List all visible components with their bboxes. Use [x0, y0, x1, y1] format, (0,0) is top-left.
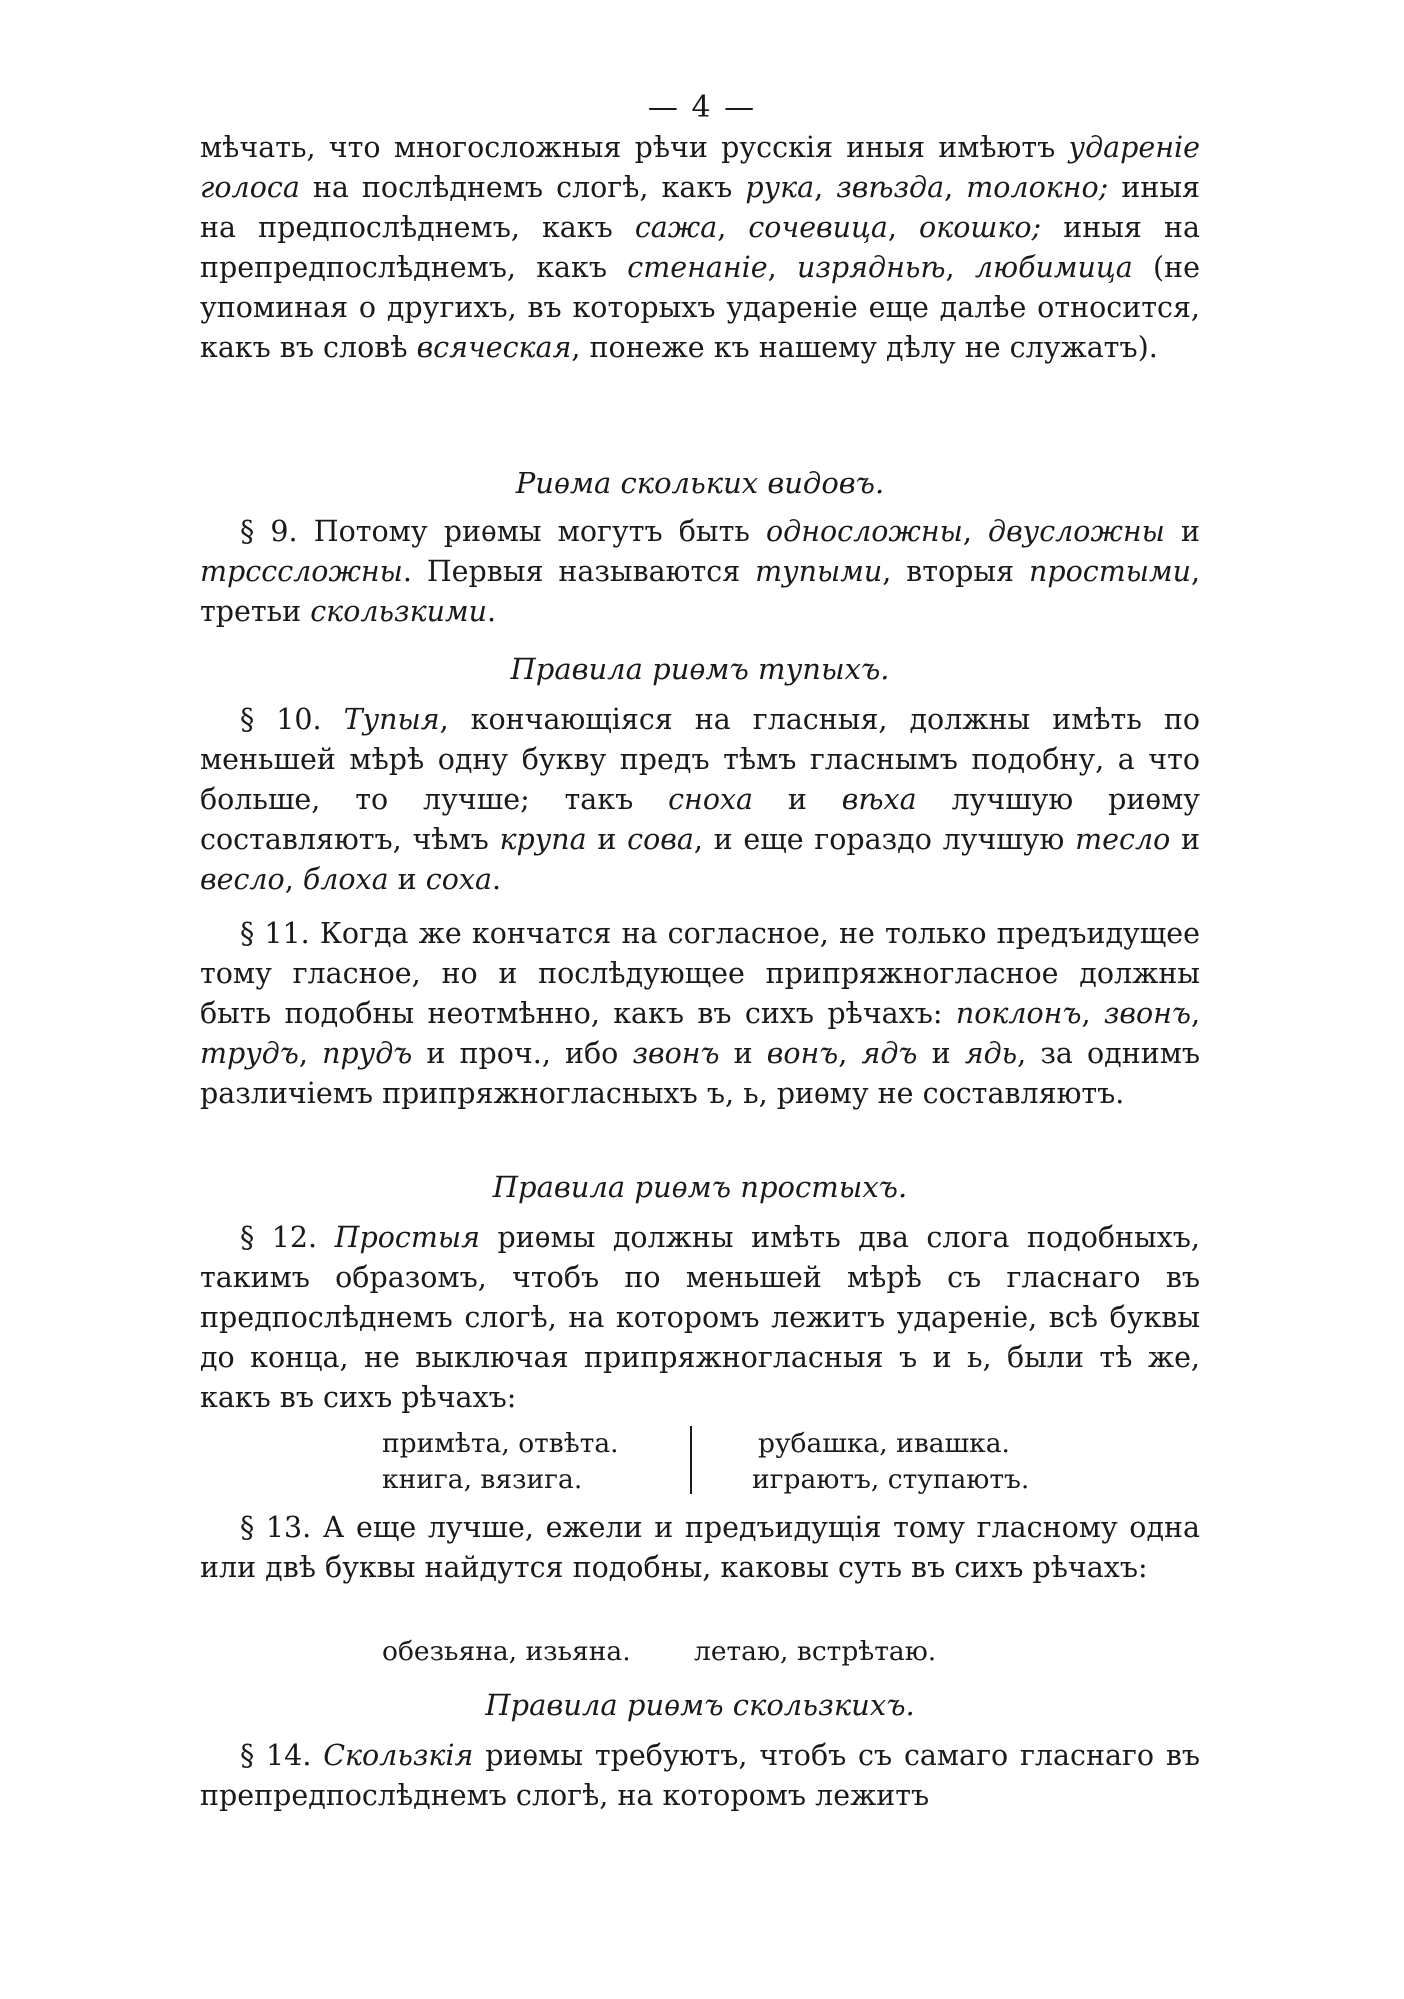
example-right-2: играютъ, ступаютъ. [752, 1464, 1030, 1495]
section-heading-simple: Правила риѳмъ простыхъ. [492, 1170, 908, 1204]
examples-12 [0, 1426, 1404, 1506]
intro-italic-4: толокно; [966, 171, 1109, 204]
paragraph-12: § 12. Простыя риѳмы должны имѣть два слога подобныхъ, такимъ образомъ, чтобъ по меньшей мѣрѣ съ гласнаго въ предпослѣднемъ слогѣ, на которомъ лежитъ удареніе, всѣ буквы до конца, не выключая припряжногласныя ъ и ь, были тѣ же, какъ въ сихъ рѣчахъ: [200, 1221, 1200, 1414]
intro-italic-8: стенаніе [627, 251, 768, 284]
intro-paragraph: мѣчать, что многосложныя рѣчи русскія иныя имѣютъ удареніе голоса на послѣднемъ слогѣ, какъ рука, звѣзда, толокно; иныя на предпослѣднемъ, какъ сажа, сочевица, окошко; иныя на препредпослѣднемъ, какъ стенаніе, изрядньѣ, любимица (не упоминая о другихъ, въ которыхъ удареніе еще далѣе относится, какъ въ словѣ всяческая, понеже къ нашему дѣлу не служатъ). [200, 131, 1201, 364]
page-number: — 4 — [647, 90, 757, 125]
example-left-1: примѣта, отвѣта. [382, 1428, 619, 1459]
intro-text-3: иныя на предпослѣднемъ, какъ [200, 171, 1200, 244]
intro-text-1: мѣчать, что многосложныя рѣчи русскія иныя имѣютъ [200, 131, 1069, 164]
intro-italic-2: рука [745, 171, 815, 204]
intro-italic-10: любимица [974, 251, 1133, 284]
paragraph-9: § 9. Потому риѳмы могутъ быть односложны, двусложны и трсссложны. Первыя называются тупыми, вторыя простыми, третьи скользкими. [200, 515, 1200, 628]
example-13-left: обезьяна, изьяна. [382, 1636, 631, 1667]
section-heading-kinds: Риѳма скольких видовъ. [515, 466, 885, 500]
column-divider [690, 1426, 692, 1494]
section-heading-slippery: Правила риѳмъ скользкихъ. [485, 1688, 915, 1722]
paragraph-10: § 10. Тупыя, кончающіяся на гласныя, должны имѣть по меньшей мѣрѣ одну букву предъ тѣмъ гласнымъ подобну, а что больше, то лучше; такъ сноха и вѣха лучшую риѳму составляютъ, чѣмъ крупа и сова, и еще гораздо лучшую тесло и весло, блоха и соха. [200, 703, 1201, 896]
intro-italic-1: удареніе голоса [200, 131, 1200, 204]
example-left-2: книга, вязига. [382, 1464, 583, 1495]
intro-text-5: (не упоминая о другихъ, въ которыхъ удареніе еще далѣе относится, какъ въ словѣ [200, 251, 1201, 364]
intro-italic-6: сочевица [748, 211, 888, 244]
intro-italic-9: изрядньѣ [797, 251, 946, 284]
intro-text-6: , понеже къ нашему дѣлу не служатъ). [571, 331, 1158, 364]
intro-italic-7: окошко; [919, 211, 1042, 244]
intro-italic-11: всяческая [416, 331, 572, 364]
paragraph-11: § 11. Когда же кончатся на согласное, не только предъидущее тому гласное, но и послѣдующее припряжногласное должны быть подобны неотмѣнно, какъ въ сихъ рѣчахъ: поклонъ, звонъ, трудъ, прудъ и проч., ибо звонъ и вонъ, ядъ и ядь, за однимъ различіемъ припряжногласныхъ ъ, ь, риѳму не составляютъ. [200, 917, 1201, 1110]
paragraph-13: § 13. А еще лучше, ежели и предъидущія тому гласному одна или двѣ буквы найдутся подобны, каковы суть въ сихъ рѣчахъ: [200, 1511, 1200, 1584]
intro-text-2: на послѣднемъ слогѣ, какъ [299, 171, 746, 204]
intro-italic-5: сажа [634, 211, 718, 244]
section-heading-blunt: Правила риѳмъ тупыхъ. [510, 652, 890, 686]
example-right-1: рубашка, ивашка. [758, 1428, 1010, 1459]
intro-italic-3: звѣзда [836, 171, 945, 204]
example-13-right: летаю, встрѣтаю. [694, 1636, 937, 1667]
paragraph-14: § 14. Скользкія риѳмы требуютъ, чтобъ съ самаго гласнаго въ препредпослѣднемъ слогѣ, на которомъ лежитъ [200, 1739, 1201, 1812]
intro-text-4: иныя на препредпослѣднемъ, какъ [200, 211, 1200, 284]
